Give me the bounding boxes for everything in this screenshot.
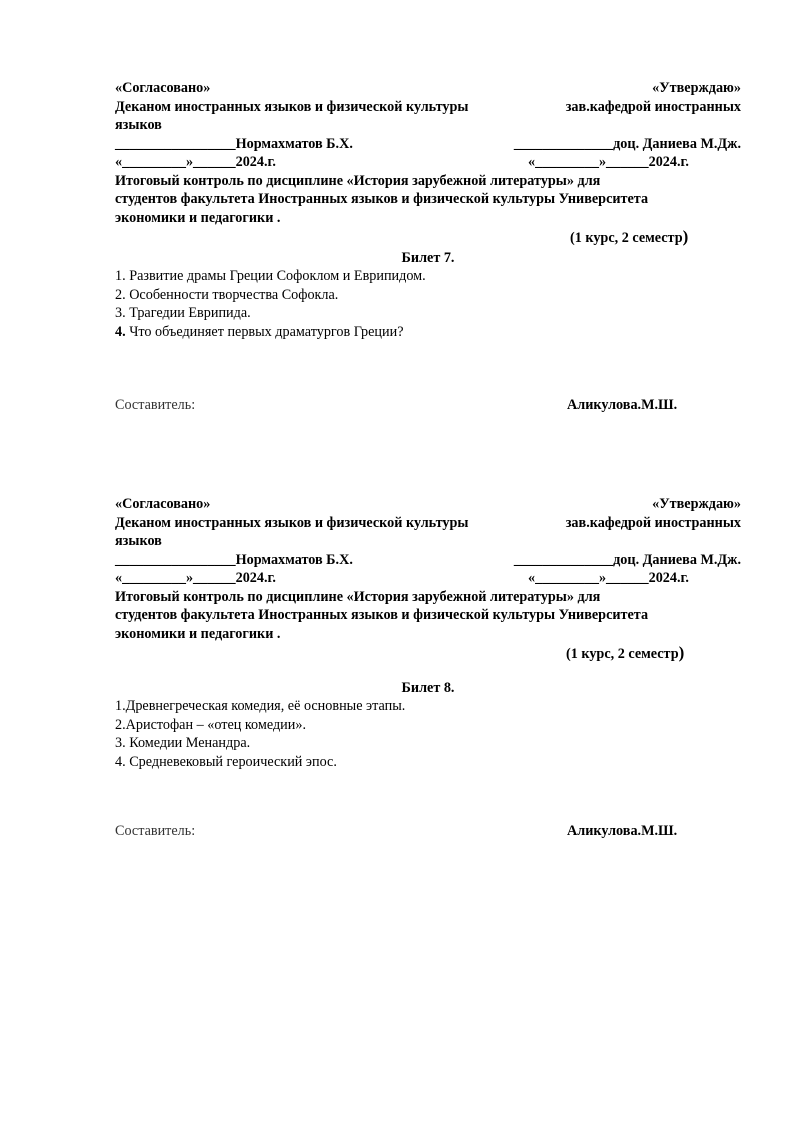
compiler-row (115, 822, 741, 841)
approve-label: «Утверждаю» (652, 80, 741, 96)
agreed-label: «Согласовано» (115, 496, 211, 512)
compiler-label: Составитель: (115, 397, 196, 413)
question-text: Развитие драмы Греции Софоклом и Еврипидом. (125, 268, 426, 284)
languages-row (115, 532, 741, 551)
course-close-paren: ) (678, 643, 685, 662)
languages-word: языков (115, 117, 162, 133)
exam-title-line-2 (115, 190, 741, 209)
question-number: 4. (115, 323, 126, 340)
compiler-name: Аликулова.М.Ш. (567, 397, 678, 413)
question-number: 1. (115, 698, 126, 714)
signature-row (115, 135, 741, 154)
question-list (115, 697, 741, 771)
list-item (115, 753, 741, 772)
date-row (115, 569, 741, 588)
signatory-titles-row (115, 514, 741, 533)
dean-signature: _________________Нормахматов Б.Х. (115, 551, 353, 568)
exam-title-line-1 (115, 588, 741, 607)
question-text: Средневековый героический эпос. (125, 753, 337, 770)
dean-title: Деканом иностранных языков и физической культуры (115, 514, 469, 531)
approval-header-row (115, 79, 741, 98)
compiler-row (115, 396, 741, 415)
course-text: (1 курс, 2 семестр (570, 230, 683, 246)
exam-title-line-1 (115, 172, 741, 191)
exam-title-line-3 (115, 625, 741, 644)
course-text: (1 курс, 2 семестр (566, 646, 679, 662)
languages-row (115, 116, 741, 135)
dean-title: Деканом иностранных языков и физической культуры (115, 98, 469, 115)
question-number: 1. (115, 268, 126, 284)
list-item (115, 323, 741, 342)
date-left: «_________»______2024.г. (115, 154, 276, 170)
list-item (115, 697, 741, 716)
date-right: «_________»______2024.г. (528, 154, 689, 170)
course-row (115, 228, 741, 247)
exam-ticket-7 (115, 79, 741, 415)
question-text: Трагедии Еврипида. (125, 305, 251, 321)
exam-title-line-3 (115, 209, 741, 228)
dean-signature: _________________Нормахматов Б.Х. (115, 135, 353, 152)
exam-title-text-2: студентов факультета Иностранных языков и физической культуры Университета (115, 191, 649, 207)
signature-row (115, 551, 741, 570)
question-text: Древнегреческая комедия, её основные этапы. (125, 698, 406, 714)
signatory-titles-row (115, 98, 741, 117)
course-info (566, 644, 684, 664)
list-item (115, 716, 741, 735)
question-text: Особенности творчества Софокла. (125, 286, 339, 303)
languages-word: языков (115, 533, 162, 549)
exam-title-text-3: экономики и педагогики . (115, 209, 281, 226)
course-row (115, 644, 741, 663)
exam-title-line-2 (115, 606, 741, 625)
compiler-label: Составитель: (115, 823, 196, 839)
exam-title-text-1: Итоговый контроль по дисциплине «История зарубежной литературы» для (115, 588, 601, 605)
list-item (115, 286, 741, 305)
ticket-number: Билет 7. (401, 249, 455, 266)
question-number: 2. (115, 716, 126, 733)
list-item (115, 304, 741, 323)
question-number: 4. (115, 753, 126, 770)
compiler-name: Аликулова.М.Ш. (567, 823, 678, 839)
question-text: Комедии Менандра. (125, 735, 251, 751)
date-left: «_________»______2024.г. (115, 570, 276, 586)
date-right: «_________»______2024.г. (528, 570, 689, 586)
course-close-paren: ) (682, 227, 689, 246)
exam-title-text-3: экономики и педагогики . (115, 625, 281, 642)
list-item (115, 734, 741, 753)
question-text: Аристофан – «отец комедии». (125, 716, 307, 733)
ticket-number-row (115, 679, 741, 698)
question-list (115, 267, 741, 341)
list-item (115, 267, 741, 286)
ticket-number: Билет 8. (401, 679, 455, 696)
agreed-label: «Согласовано» (115, 80, 211, 96)
chair-signature: ______________доц. Даниева М.Дж. (513, 135, 741, 152)
question-number: 3. (115, 305, 126, 321)
question-text: Что объединяет первых драматургов Греции? (125, 323, 404, 340)
approval-header-row (115, 495, 741, 514)
date-row (115, 153, 741, 172)
chair-title: зав.кафедрой иностранных (565, 514, 741, 531)
course-info (570, 228, 688, 248)
exam-title-text-2: студентов факультета Иностранных языков и физической культуры Университета (115, 607, 649, 623)
exam-title-text-1: Итоговый контроль по дисциплине «История зарубежной литературы» для (115, 172, 601, 189)
question-number: 3. (115, 735, 126, 751)
chair-signature: ______________доц. Даниева М.Дж. (513, 551, 741, 568)
question-number: 2. (115, 286, 126, 303)
chair-title: зав.кафедрой иностранных (565, 98, 741, 115)
approve-label: «Утверждаю» (652, 496, 741, 512)
ticket-number-row (115, 249, 741, 268)
exam-ticket-8 (115, 495, 741, 841)
